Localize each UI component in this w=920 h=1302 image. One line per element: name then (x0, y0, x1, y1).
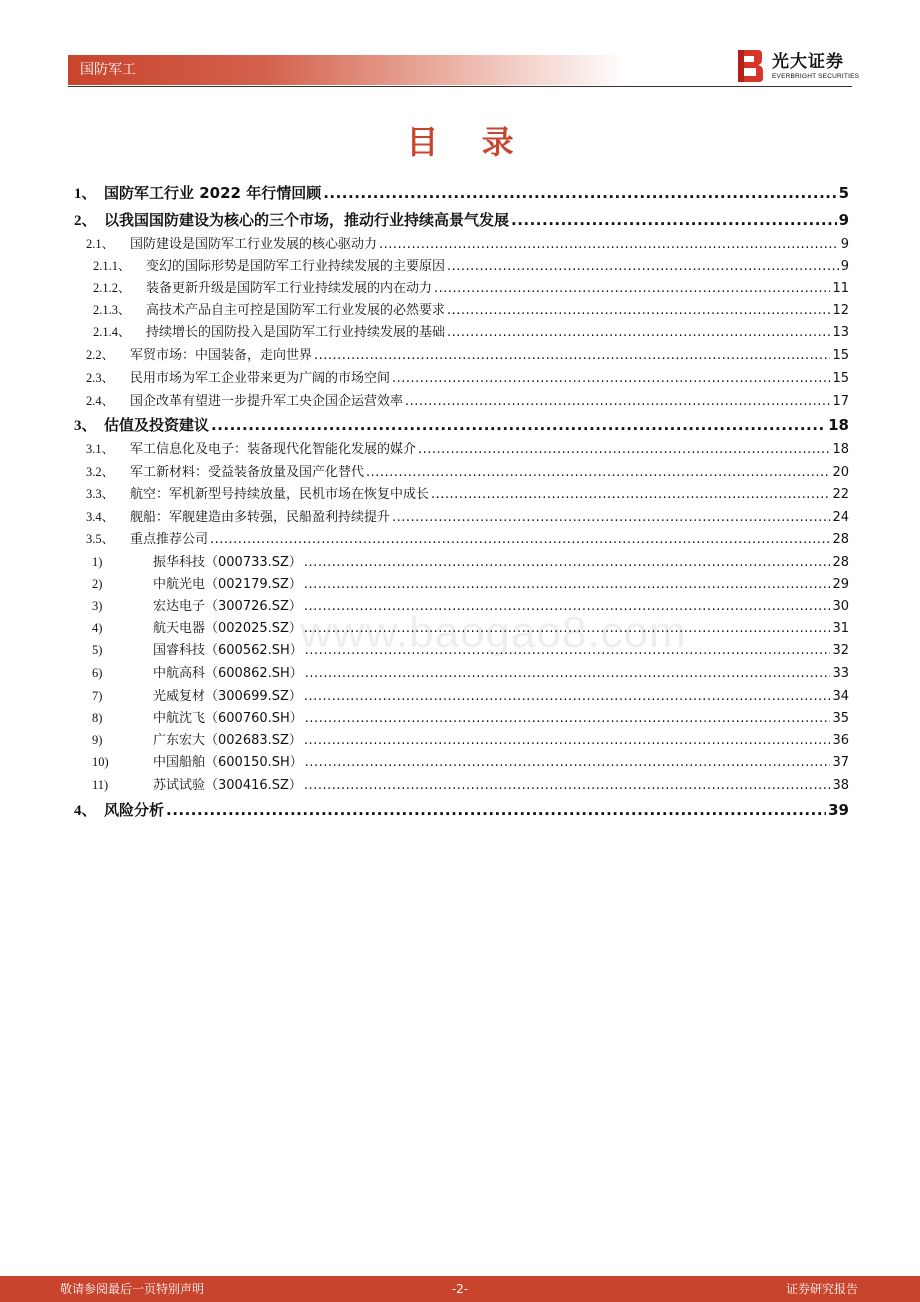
toc-page: 12 (832, 303, 849, 318)
toc-text: 苏试试验（300416.SZ） (153, 778, 302, 793)
toc-text: 重点推荐公司 (130, 532, 209, 547)
toc-text: 军工信息化及电子：装备现代化智能化发展的媒介 (130, 442, 417, 457)
toc-entry-1[interactable] (74, 182, 849, 204)
toc-text: 宏达电子（300726.SZ） (153, 599, 302, 614)
toc-number: 3.3、 (86, 487, 115, 501)
toc-text: 以我国国防建设为核心的三个市场，推动行业持续高景气发展 (104, 211, 510, 229)
toc-number: 2.1.1、 (93, 259, 131, 273)
toc-leader (392, 369, 830, 389)
toc-number: 3.4、 (86, 510, 115, 524)
toc-entry-3-3[interactable] (86, 484, 849, 504)
toc-company-7[interactable] (92, 685, 849, 707)
toc-entry-2-1-1[interactable] (93, 256, 849, 276)
toc-number: 2、 (74, 213, 97, 229)
toc-number: 3、 (74, 418, 97, 434)
toc-text: 军工新材料：受益装备放量及国产化替代 (130, 465, 365, 480)
toc-number: 7) (92, 689, 103, 703)
toc-title: 目 录 (406, 123, 530, 161)
toc-leader (211, 414, 826, 436)
toc-text: 估值及投资建议 (104, 416, 210, 434)
toc-entry-2[interactable] (74, 209, 849, 231)
toc-text: 振华科技（000733.SZ） (153, 555, 302, 570)
toc-entry-2-2[interactable] (86, 345, 849, 365)
toc-number: 1) (92, 555, 103, 569)
toc-text: 中航光电（002179.SZ） (153, 577, 302, 592)
toc-leader (431, 485, 830, 505)
header-band (68, 55, 628, 85)
toc-number: 6) (92, 666, 103, 680)
toc-leader (366, 463, 830, 483)
toc-page: 13 (832, 325, 849, 340)
toc-entry-2-1-4[interactable] (93, 322, 849, 342)
toc-leader (511, 209, 837, 231)
toc-page: 29 (832, 577, 849, 592)
toc-page: 28 (832, 555, 849, 570)
toc-company-5[interactable] (92, 639, 849, 661)
toc-company-1[interactable] (92, 551, 849, 573)
toc-page: 9 (838, 211, 849, 229)
toc-entry-2-1-2[interactable] (93, 278, 849, 298)
toc-company-11[interactable] (92, 774, 849, 796)
toc-leader (434, 279, 830, 299)
toc-leader (304, 596, 831, 618)
toc-page: 24 (832, 510, 849, 525)
toc-page: 38 (832, 778, 849, 793)
toc-company-10[interactable] (92, 751, 849, 773)
toc-number: 4) (92, 621, 103, 635)
everbright-logo-icon (736, 48, 766, 84)
toc-company-2[interactable] (92, 573, 849, 595)
toc-leader (405, 392, 830, 412)
toc-number: 3.1、 (86, 442, 115, 456)
toc-company-8[interactable] (92, 707, 849, 729)
toc-number: 2.1.2、 (93, 281, 131, 295)
toc-leader (304, 775, 831, 797)
toc-leader (305, 640, 831, 662)
toc-number: 3.2、 (86, 465, 115, 479)
toc-leader (210, 530, 830, 550)
toc-page: 15 (832, 348, 849, 363)
toc-entry-4[interactable] (74, 799, 849, 821)
toc-company-3[interactable] (92, 595, 849, 617)
toc-page: 5 (838, 184, 849, 202)
toc-number: 3.5、 (86, 532, 115, 546)
toc-text: 军贸市场：中国装备，走向世界 (130, 348, 313, 363)
toc-text: 航空：军机新型号持续放量，民机市场在恢复中成长 (130, 487, 430, 502)
toc-leader (305, 752, 831, 774)
toc-leader (447, 301, 830, 321)
toc-company-9[interactable] (92, 729, 849, 751)
toc-page: 20 (832, 465, 849, 480)
toc-entry-2-3[interactable] (86, 368, 849, 388)
toc-leader (379, 235, 839, 255)
toc-page: 33 (832, 666, 849, 681)
toc-page: 35 (832, 711, 849, 726)
toc-text: 持续增长的国防投入是国防军工行业持续发展的基础 (146, 325, 446, 340)
toc-leader (447, 323, 830, 343)
toc-text: 航天电器（002025.SZ） (153, 621, 302, 636)
toc-text: 中航高科（600862.SH） (153, 666, 303, 681)
header-divider (68, 86, 852, 87)
toc-page: 15 (832, 371, 849, 386)
watermark: www.baogao8.com (300, 608, 687, 657)
toc-page: 18 (832, 442, 849, 457)
logo-english-name: EVERBRIGHT SECURITIES (772, 73, 860, 80)
toc-number: 5) (92, 643, 103, 657)
footer-disclaimer: 敬请参阅最后一页特别声明 (60, 1282, 205, 1296)
toc-page: 34 (832, 689, 849, 704)
toc-number: 2.3、 (86, 371, 115, 385)
toc-number: 1、 (74, 186, 97, 202)
toc-leader (305, 663, 831, 685)
toc-page: 17 (832, 394, 849, 409)
footer-page-number: -2- (451, 1282, 469, 1296)
toc-page: 18 (828, 416, 849, 434)
toc-leader (304, 730, 831, 752)
toc-leader (392, 508, 830, 528)
toc-entry-3-4[interactable] (86, 507, 849, 527)
toc-text: 国企改革有望进一步提升军工央企国企运营效率 (130, 394, 404, 409)
toc-text: 国防军工行业 2022 年行情回顾 (104, 184, 322, 202)
toc-text: 民用市场为军工企业带来更为广阔的市场空间 (130, 371, 391, 386)
toc-entry-2-4[interactable] (86, 391, 849, 411)
toc-leader (304, 574, 831, 596)
toc-page: 22 (832, 487, 849, 502)
toc-page: 37 (832, 755, 849, 770)
toc-number: 9) (92, 733, 103, 747)
toc-text: 光威复材（300699.SZ） (153, 689, 302, 704)
toc-number: 4、 (74, 803, 97, 819)
toc-number: 2.1.3、 (93, 303, 131, 317)
header-section-title: 国防军工 (80, 62, 136, 78)
toc-entry-2-1[interactable] (86, 234, 849, 254)
toc-entry-2-1-3[interactable] (93, 300, 849, 320)
toc-entry-3[interactable] (74, 414, 849, 436)
logo-chinese-name: 光大证券 (772, 52, 844, 72)
toc-number: 2.1、 (86, 237, 115, 251)
toc-leader (314, 346, 830, 366)
toc-number: 10) (92, 755, 109, 769)
toc-leader (447, 257, 839, 277)
toc-leader (323, 182, 836, 204)
toc-page: 36 (832, 733, 849, 748)
toc-text: 高技术产品自主可控是国防军工行业发展的必然要求 (146, 303, 446, 318)
toc-entry-3-5[interactable] (86, 529, 849, 549)
toc-text: 舰船：军舰建造由多转强，民船盈利持续提升 (130, 510, 391, 525)
toc-page: 32 (832, 643, 849, 658)
toc-page: 11 (832, 281, 849, 296)
toc-page: 31 (832, 621, 849, 636)
toc-leader (305, 708, 831, 730)
toc-number: 2) (92, 577, 103, 591)
toc-number: 11) (92, 778, 109, 792)
toc-leader (304, 552, 831, 574)
footer-report-type: 证券研究报告 (785, 1282, 858, 1296)
toc-page: 39 (828, 801, 849, 819)
toc-text: 变幻的国际形势是国防军工行业持续发展的主要原因 (146, 259, 446, 274)
toc-text: 装备更新升级是国防军工行业持续发展的内在动力 (146, 281, 433, 296)
toc-text: 广东宏大（002683.SZ） (153, 733, 302, 748)
toc-leader (304, 618, 831, 640)
toc-page: 30 (832, 599, 849, 614)
toc-entry-3-2[interactable] (86, 462, 849, 482)
toc-number: 2.1.4、 (93, 325, 131, 339)
toc-company-4[interactable] (92, 617, 849, 639)
toc-entry-3-1[interactable] (86, 439, 849, 459)
toc-page: 9 (840, 259, 849, 274)
toc-leader (304, 686, 831, 708)
toc-leader (418, 440, 830, 460)
toc-page: 9 (840, 237, 849, 252)
toc-number: 3) (92, 599, 103, 613)
toc-page: 28 (832, 532, 849, 547)
toc-number: 8) (92, 711, 103, 725)
toc-text: 国防建设是国防军工行业发展的核心驱动力 (130, 237, 378, 252)
toc-text: 中航沈飞（600760.SH） (153, 711, 303, 726)
toc-text: 中国船舶（600150.SH） (153, 755, 303, 770)
toc-number: 2.4、 (86, 394, 115, 408)
toc-text: 国睿科技（600562.SH） (153, 643, 303, 658)
toc-leader (166, 799, 826, 821)
toc-company-6[interactable] (92, 662, 849, 684)
toc-text: 风险分析 (104, 801, 165, 819)
toc-number: 2.2、 (86, 348, 115, 362)
